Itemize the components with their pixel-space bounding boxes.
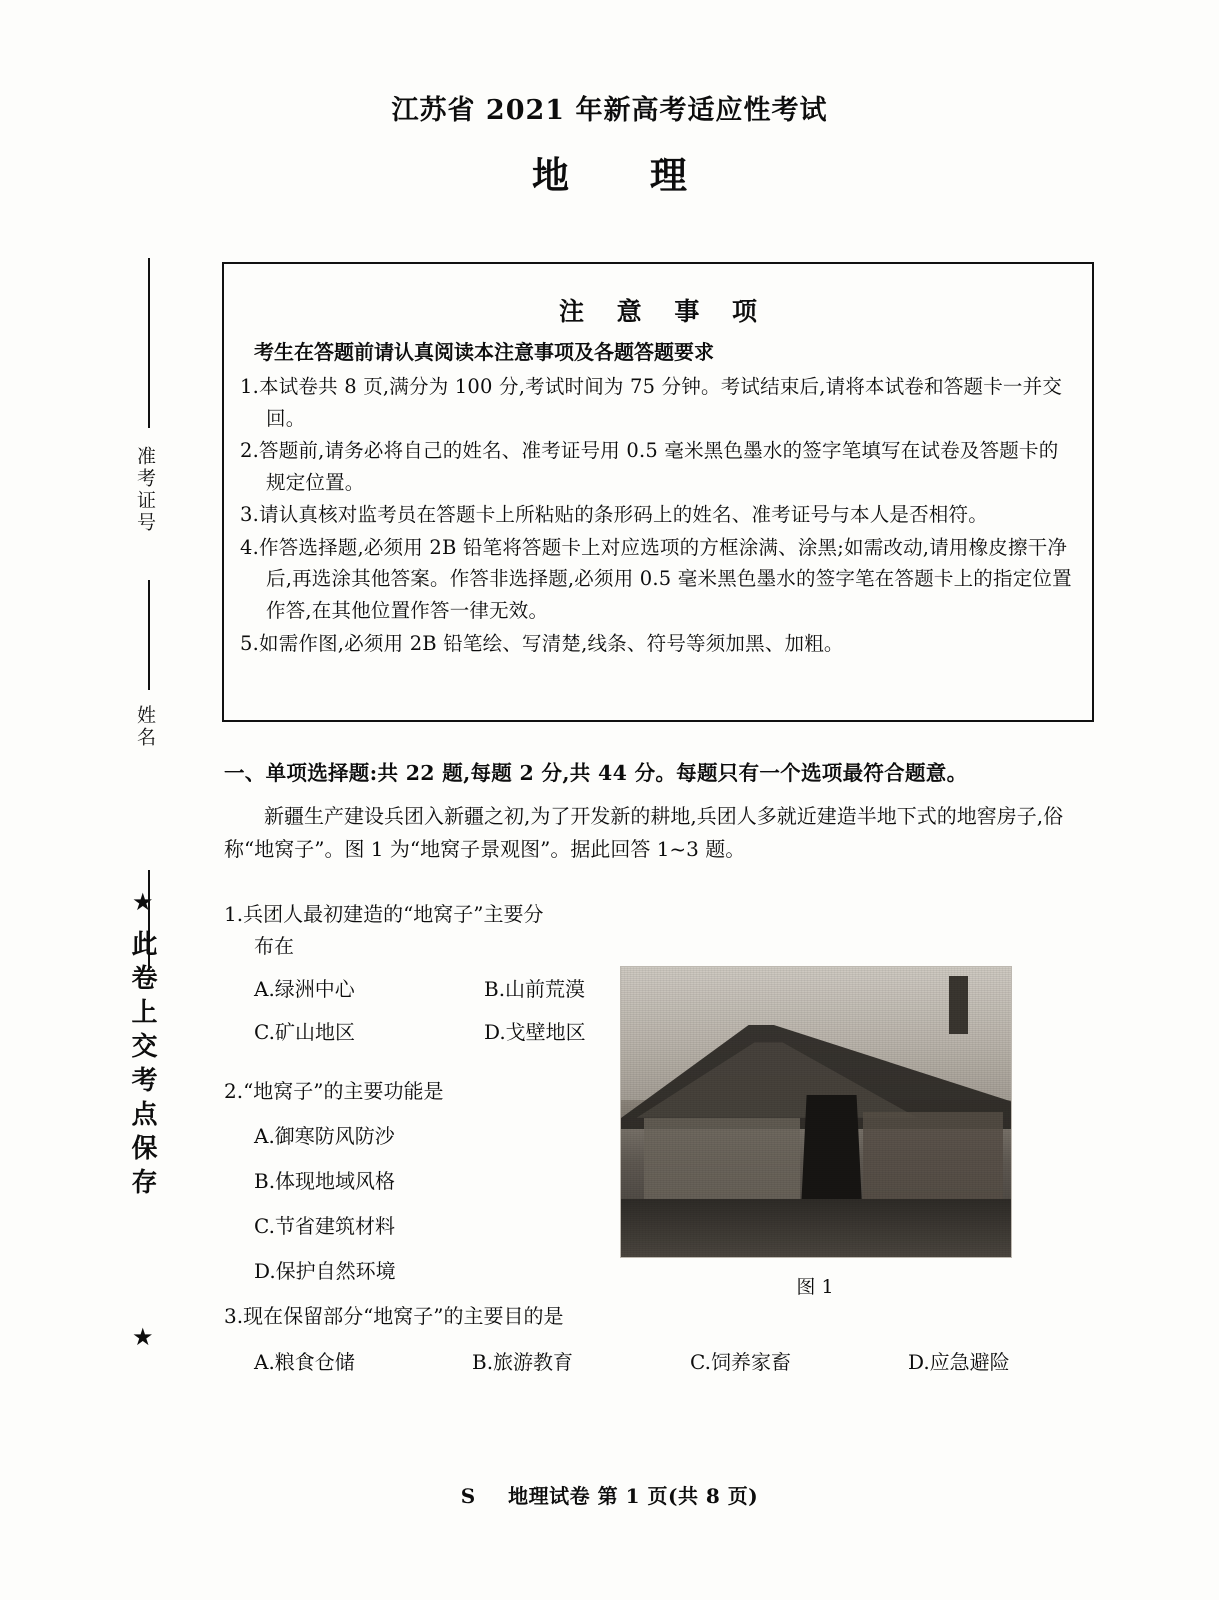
margin-rule-top xyxy=(148,258,150,428)
question-2 xyxy=(224,1075,644,1287)
question-3-option-c[interactable]: C.饲养家畜 xyxy=(690,1350,791,1374)
footer-page-text: 地理试卷 第 1 页(共 8 页) xyxy=(508,1484,759,1508)
star-icon-top: ★ xyxy=(132,888,154,916)
notice-box xyxy=(222,262,1094,722)
question-2-option-d[interactable]: D.保护自然环境 xyxy=(254,1259,396,1283)
notice-item: 3.请认真核对监考员在答题卡上所粘贴的条形码上的姓名、准考证号与本人是否相符。 xyxy=(240,503,988,527)
passage-text: 新疆生产建设兵团入新疆之初,为了开发新的耕地,兵团人多就近建造半地下式的地窖房子,俗称“地窝子”。图 1 为“地窝子景观图”。据此回答 1~3 题。 xyxy=(224,804,1064,861)
photo-grain-texture xyxy=(621,967,1011,1257)
footer-mark: S xyxy=(460,1484,476,1508)
question-3-option-a[interactable]: A.粮食仓储 xyxy=(254,1350,355,1374)
question-1 xyxy=(224,898,644,1048)
question-1-stem-continued: 布在 xyxy=(254,934,294,958)
question-3-option-d[interactable]: D.应急避险 xyxy=(908,1350,1010,1374)
star-icon-bottom: ★ xyxy=(132,1323,154,1351)
question-2-option-c[interactable]: C.节省建筑材料 xyxy=(254,1214,395,1238)
question-1-option-a[interactable]: A.绿洲中心 xyxy=(254,977,355,1001)
figure-dwozi-landscape-photo xyxy=(620,966,1012,1258)
notice-item: 1.本试卷共 8 页,满分为 100 分,考试时间为 75 分钟。考试结束后,请将本试卷和答题卡一并交回。 xyxy=(240,375,1063,430)
question-3-option-b[interactable]: B.旅游教育 xyxy=(472,1350,574,1374)
page-title: 江苏省 2021 年新高考适应性考试 xyxy=(391,95,828,126)
question-1-option-b[interactable]: B.山前荒漠 xyxy=(484,977,586,1001)
notice-subtitle: 考生在答题前请认真阅读本注意事项及各题答题要求 xyxy=(254,340,714,364)
question-3-options-row xyxy=(224,1346,1096,1378)
margin-rule-middle xyxy=(148,580,150,690)
figure-caption: 图 1 xyxy=(796,1276,834,1298)
question-1-option-c[interactable]: C.矿山地区 xyxy=(254,1020,355,1044)
question-2-option-a[interactable]: A.御寒防风防沙 xyxy=(254,1124,395,1148)
question-3-stem: 3.现在保留部分“地窝子”的主要目的是 xyxy=(224,1304,564,1328)
subject-title: 地 理 xyxy=(532,153,721,197)
question-2-option-b[interactable]: B.体现地域风格 xyxy=(254,1169,396,1193)
notice-item: 5.如需作图,必须用 2B 铅笔绘、写清楚,线条、符号等须加黑、加粗。 xyxy=(240,631,844,655)
left-margin-column xyxy=(118,250,188,1370)
question-2-stem: 2.“地窝子”的主要功能是 xyxy=(224,1079,444,1103)
question-3 xyxy=(224,1300,1096,1378)
page-footer xyxy=(0,1480,1219,1509)
question-1-stem: 1.兵团人最初建造的“地窝子”主要分 xyxy=(224,902,544,926)
name-label: 姓名 xyxy=(134,705,156,749)
question-1-options-row-2 xyxy=(224,1016,644,1048)
notice-item: 4.作答选择题,必须用 2B 铅笔将答题卡上对应选项的方框涂满、涂黑;如需改动,请用橡皮擦干净后,再选涂其他答案。作答非选择题,必须用 0.5 毫米黑色墨水的签字笔在答题卡上的指定位置作答,在其他位置作答一律无效。 xyxy=(240,535,1072,623)
section-heading: 一、单项选择题:共 22 题,每题 2 分,共 44 分。每题只有一个选项最符合题意。 xyxy=(224,761,968,785)
question-1-option-d[interactable]: D.戈壁地区 xyxy=(484,1020,586,1044)
notice-item: 2.答题前,请务必将自己的姓名、准考证号用 0.5 毫米黑色墨水的签字笔填写在试卷及答题卡的规定位置。 xyxy=(240,439,1059,494)
exam-number-label: 准考证号 xyxy=(134,446,156,534)
keep-notice-label: 此卷上交考点保存 xyxy=(127,930,157,1202)
notice-title: 注 意 事 项 xyxy=(558,297,770,326)
question-1-options-row-1 xyxy=(224,973,644,1005)
